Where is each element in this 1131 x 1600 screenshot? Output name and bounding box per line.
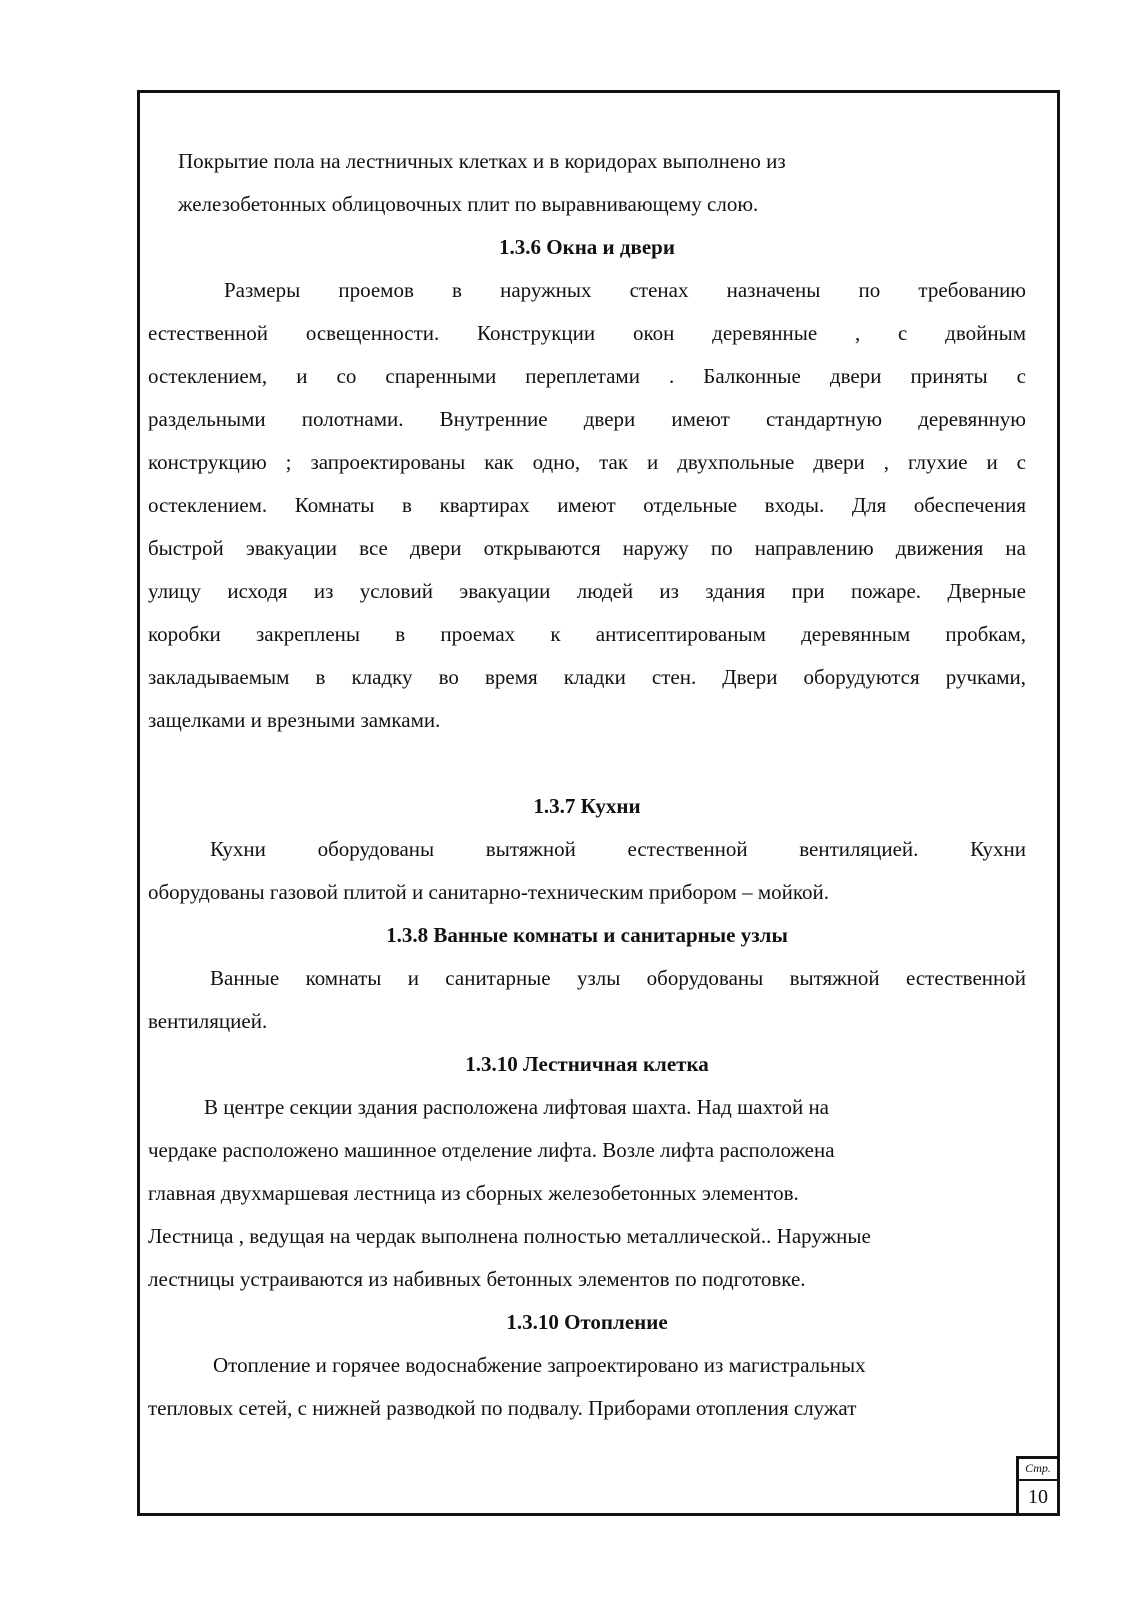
paragraph-kitchens-line-2: оборудованы газовой плитой и санитарно-техническим прибором – мойкой. bbox=[148, 880, 829, 904]
paragraph-windows-line-4: раздельными полотнами. Внутренние двери имеют стандартную деревянную bbox=[148, 407, 1026, 431]
paragraph-windows-line-9: коробки закреплены в проемах к антисептированым деревянным пробкам, bbox=[148, 622, 1026, 646]
document-body bbox=[148, 140, 1026, 1430]
page-number: 10 bbox=[1028, 1486, 1048, 1508]
paragraph-heating-line-1: Отопление и горячее водоснабжение запроектировано из магистральных bbox=[213, 1353, 866, 1377]
paragraph-windows-line-11: защелками и врезными замками. bbox=[148, 708, 441, 732]
paragraph-floor-line-2: железобетонных облицовочных плит по выравнивающему слою. bbox=[178, 192, 759, 216]
paragraph-bathrooms-line-1: Ванные комнаты и санитарные узлы оборудованы вытяжной естественной bbox=[210, 966, 1026, 990]
paragraph-stairwell-line-1: В центре секции здания расположена лифтовая шахта. Над шахтой на bbox=[204, 1095, 830, 1119]
heading-windows-doors: 1.3.6 Окна и двери bbox=[499, 235, 675, 259]
paragraph-stairwell-line-4: Лестница , ведущая на чердак выполнена полностью металлической.. Наружные bbox=[148, 1224, 871, 1248]
paragraph-windows-line-2: естественной освещенности. Конструкции окон деревянные , с двойным bbox=[148, 321, 1026, 345]
heading-kitchens: 1.3.7 Кухни bbox=[533, 794, 641, 818]
paragraph-stairwell-line-5: лестницы устраиваются из набивных бетонных элементов по подготовке. bbox=[148, 1267, 806, 1291]
paragraph-windows-line-6: остеклением. Комнаты в квартирах имеют отдельные входы. Для обеспечения bbox=[148, 493, 1026, 517]
paragraph-windows-line-10: закладываемым в кладку во время кладки стен. Двери оборудуются ручками, bbox=[148, 665, 1026, 689]
paragraph-windows-line-3: остеклением, и со спаренными переплетами . Балконные двери приняты с bbox=[148, 364, 1026, 388]
paragraph-windows-line-8: улицу исходя из условий эвакуации людей из здания при пожаре. Дверные bbox=[148, 579, 1026, 603]
paragraph-stairwell-line-2: чердаке расположено машинное отделение лифта. Возле лифта расположена bbox=[148, 1138, 835, 1162]
paragraph-windows-line-1: Размеры проемов в наружных стенах назначены по требованию bbox=[224, 278, 1026, 302]
paragraph-stairwell-line-3: главная двухмаршевая лестница из сборных железобетонных элементов. bbox=[148, 1181, 799, 1205]
paragraph-windows-line-7: быстрой эвакуации все двери открываются наружу по направлению движения на bbox=[148, 536, 1026, 560]
paragraph-heating-line-2: тепловых сетей, с нижней разводкой по подвалу. Приборами отопления служат bbox=[148, 1396, 857, 1420]
page-label: Стр. bbox=[1019, 1459, 1057, 1481]
heading-stairwell: 1.3.10 Лестничная клетка bbox=[465, 1052, 709, 1076]
page-number-stamp bbox=[1016, 1456, 1060, 1516]
paragraph-windows-line-5: конструкцию ; запроектированы как одно, так и двухпольные двери , глухие и с bbox=[148, 450, 1026, 474]
paragraph-bathrooms-line-2: вентиляцией. bbox=[148, 1009, 268, 1033]
heading-bathrooms: 1.3.8 Ванные комнаты и санитарные узлы bbox=[386, 923, 788, 947]
paragraph-kitchens-line-1: Кухни оборудованы вытяжной естественной вентиляцией. Кухни bbox=[210, 837, 1026, 861]
paragraph-floor-line-1: Покрытие пола на лестничных клетках и в коридорах выполнено из bbox=[178, 149, 786, 173]
heading-heating: 1.3.10 Отопление bbox=[506, 1310, 668, 1334]
spacer bbox=[148, 742, 1026, 785]
